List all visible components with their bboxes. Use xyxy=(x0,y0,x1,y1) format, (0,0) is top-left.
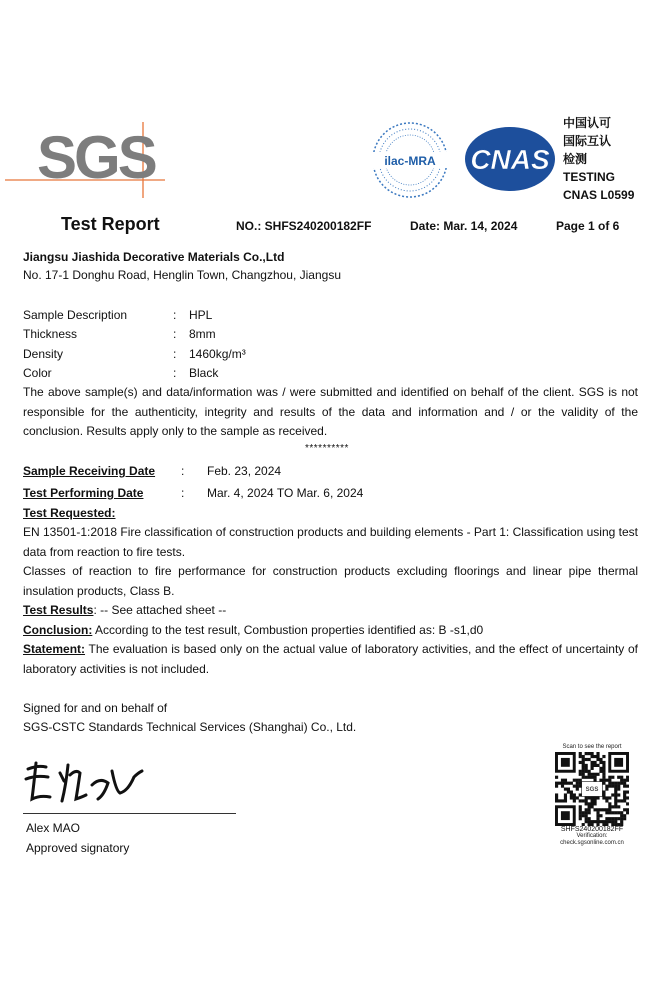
handwritten-signature xyxy=(20,755,150,810)
statement-text: The evaluation is based only on the actual value of laboratory activities, and the effect of uncertainty of laboratory activities is not included. xyxy=(23,642,638,676)
client-name: Jiangsu Jiashida Decorative Materials Co.,Ltd xyxy=(23,250,285,264)
statement-label: Statement: xyxy=(23,642,86,656)
sample-label: Density xyxy=(23,347,64,361)
qr-caption: Scan to see the report xyxy=(562,744,622,750)
test-performing-date-row xyxy=(23,486,364,500)
test-results-line xyxy=(23,603,226,617)
cnas-line: 检测 xyxy=(563,152,588,166)
sample-value: 1460kg/m³ xyxy=(189,347,246,361)
client-address: No. 17-1 Donghu Road, Henglin Town, Changzhou, Jiangsu xyxy=(23,268,341,282)
separator: ********** xyxy=(305,443,349,454)
cnas-logo-text: CNAS xyxy=(470,144,550,175)
cnas-line: 中国认可 xyxy=(563,116,612,130)
page-indicator: Page 1 of 6 xyxy=(556,219,620,233)
date-value: Feb. 23, 2024 xyxy=(207,464,282,478)
signer-name: Alex MAO xyxy=(26,821,81,835)
test-results-text: : -- See attached sheet -- xyxy=(93,603,227,617)
colon: : xyxy=(173,327,177,341)
conclusion-line xyxy=(23,623,483,637)
conclusion-label: Conclusion: xyxy=(23,623,93,637)
signer-role: Approved signatory xyxy=(26,841,130,855)
signed-on-behalf: Signed for and on behalf of xyxy=(23,701,168,715)
sgs-logo-text: SGS xyxy=(37,124,155,191)
date-label: Sample Receiving Date xyxy=(23,464,156,478)
signature-line xyxy=(23,813,236,814)
colon: : xyxy=(173,366,177,380)
colon: : xyxy=(173,347,177,361)
sample-value: 8mm xyxy=(189,327,216,341)
report-number: NO.: SHFS240200182FF xyxy=(236,219,372,233)
report-title: Test Report xyxy=(61,214,160,234)
ilac-mra-text: ilac-MRA xyxy=(384,154,436,168)
qr-report-number: SHFS240200182FF xyxy=(560,826,624,833)
test-results-label: Test Results xyxy=(23,603,94,617)
cnas-line: TESTING xyxy=(563,170,616,184)
sample-label: Sample Description xyxy=(23,308,128,322)
cnas-accreditation-text xyxy=(563,114,634,204)
sample-label: Color xyxy=(23,366,52,380)
qr-verification-site: check.sgsonline.com.cn xyxy=(560,840,624,846)
test-requested-standard: EN 13501-1:2018 Fire classification of construction products and building elements - Part 1: Classification using test data from reaction to fire tests. xyxy=(23,525,638,559)
colon: : xyxy=(181,464,185,478)
verification-qr-block xyxy=(552,744,632,847)
sample-receiving-date-row xyxy=(23,464,282,478)
sgs-logo xyxy=(5,118,175,198)
date-value: Mar. 4, 2024 TO Mar. 6, 2024 xyxy=(207,486,364,500)
test-requested-label: Test Requested: xyxy=(23,506,116,520)
cnas-logo xyxy=(462,124,558,194)
test-requested-class: Classes of reaction to fire performance for construction products excluding floorings and linear pipe thermal insulation products, Class B. xyxy=(23,564,638,598)
sample-label: Thickness xyxy=(23,327,78,341)
cnas-line: 国际互认 xyxy=(563,134,612,148)
colon: : xyxy=(181,486,185,500)
date-label: Test Performing Date xyxy=(23,486,144,500)
ilac-mra-logo xyxy=(369,120,451,200)
qr-center-label: SGS xyxy=(585,787,599,794)
report-date: Date: Mar. 14, 2024 xyxy=(410,219,518,233)
sample-value: Black xyxy=(189,366,219,380)
conclusion-text: According to the test result, Combustion properties identified as: B -s1,d0 xyxy=(92,623,484,637)
statement-paragraph xyxy=(23,640,638,679)
colon: : xyxy=(173,308,177,322)
disclaimer-paragraph: The above sample(s) and data/information was / were submitted and identified on behalf of the client. SGS is not responsible for the authenticity, integrity and results of the data and information and / or the validity of the conclusion. Results apply only to the sample as received. xyxy=(23,385,638,438)
signing-company: SGS-CSTC Standards Technical Services (Shanghai) Co., Ltd. xyxy=(23,720,357,734)
cnas-line: CNAS L0599 xyxy=(563,188,635,202)
sample-value: HPL xyxy=(189,308,213,322)
qr-code[interactable] xyxy=(555,752,629,826)
qr-verification-label: Verification: xyxy=(576,833,608,839)
